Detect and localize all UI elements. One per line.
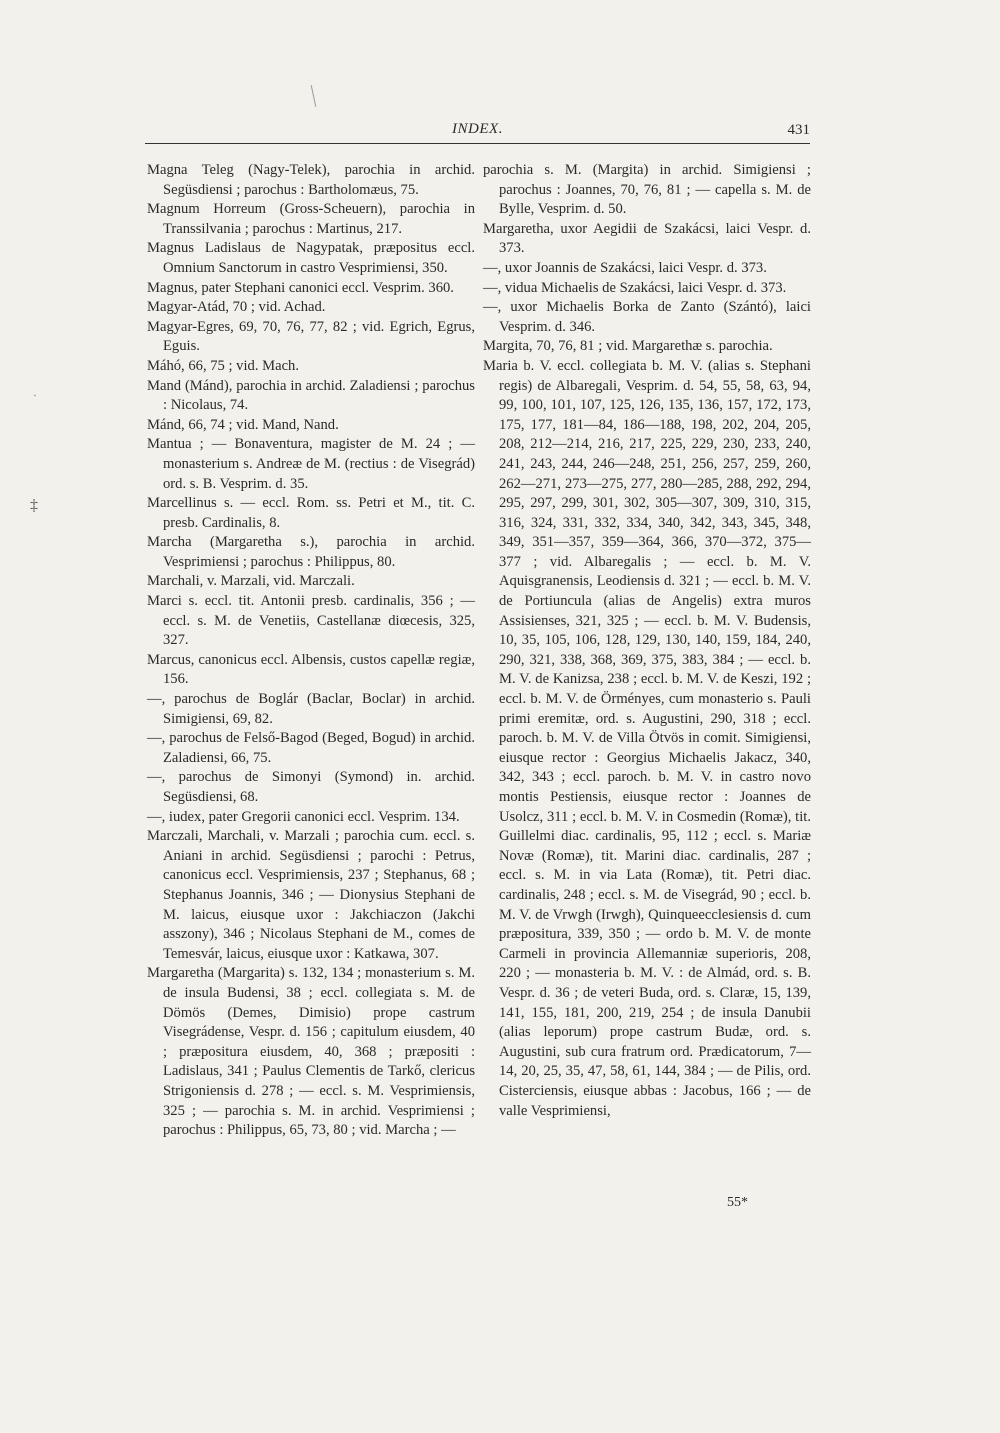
index-entry: Margaretha (Margarita) s. 132, 134 ; monasterium s. M. de insula Budensi, 38 ; eccl. collegiata s. M. de Dömös (Demes, Dimisio) prope castrum Visegrádense, Vespr. d. 156 ; capitulum eiusdem, 40 ; præpositura eiusdem, 40, 368 ; præpositi : Ladislaus, 341 ; Paulus Clementis de Tarkő, clericus Strigoniensis d. 278 ; — eccl. s. M. Vesprimiensis, 325 ; — parochia s. M. in archid. Vesprimiensi ; parochus : Philippus, 65, 73, 80 ; vid. Marcha ; — <box>147 965 475 1139</box>
page-number: 431 <box>787 122 810 138</box>
index-entry: Margita, 70, 76, 81 ; vid. Margarethæ s. parochia. <box>483 338 773 355</box>
index-entry: —, parochus de Simonyi (Symond) in. archid. Següsdiensi, 68. <box>147 769 475 805</box>
pencil-mark <box>311 85 317 107</box>
margin-mark: ‡ <box>30 497 38 514</box>
index-entry: Mánd, 66, 74 ; vid. Mand, Nand. <box>147 416 339 433</box>
index-entry: —, parochus de Felső-Bagod (Beged, Bogud) in archid. Zaladiensi, 66, 75. <box>147 730 475 766</box>
margin-mark: ` <box>33 392 37 406</box>
index-entry: —, uxor Joannis de Szakácsi, laici Vespr. d. 373. <box>483 259 767 276</box>
header-rule <box>145 143 810 144</box>
running-header <box>145 121 810 145</box>
index-entry: Margaretha, uxor Aegidii de Szakácsi, laici Vespr. d. 373. <box>483 220 811 257</box>
index-entry: —, uxor Michaelis Borka de Zanto (Szántó), laici Vesprim. d. 346. <box>483 299 811 335</box>
index-entry: Marcellinus s. — eccl. Rom. ss. Petri et M., tit. C. presb. Cardinalis, 8. <box>147 495 475 531</box>
index-entry: Marci s. eccl. tit. Antonii presb. cardinalis, 356 ; — eccl. s. M. de Venetiis, Castellanæ diœcesis, 325, 327. <box>147 593 475 649</box>
index-entry: Magyar-Egres, 69, 70, 76, 77, 82 ; vid. Egrich, Egrus, Eguis. <box>147 318 475 355</box>
index-entry: Maria b. V. eccl. collegiata b. M. V. (alias s. Stephani regis) de Albaregali, Vesprim. d. 54, 55, 58, 63, 94, 99, 100, 101, 107, 125, 126, 135, 136, 157, 172, 173, 175, 177, 181—84, 186—188, 198, 202, 204, 205, 208, 212—214, 216, 217, 225, 229, 230, 233, 240, 241, 243, 244, 246—248, 251, 256, 257, 259, 260, 262—271, 273—275, 277, 280—285, 288, 292, 294, 295, 297, 299, 301, 302, 305—307, 309, 310, 315, 316, 324, 331, 332, 334, 340, 342, 343, 345, 348, 349, 351—357, 359—364, 366, 370—372, 375—377 ; vid. Albaregalis ; — eccl. b. M. V. Aquisgranensis, Leodiensis d. 321 ; — eccl. b. M. V. de Portiuncula (alias de Angelis) extra muros Assisienses, 321, 325 ; — eccl. b. M. V. Budensis, 10, 35, 105, 106, 128, 129, 130, 140, 159, 184, 240, 290, 321, 338, 368, 369, 375, 383, 384 ; — eccl. b. M. V. de Kanizsa, 238 ; eccl. b. M. V. de Keszi, 192 ; eccl. b. M. V. de Örményes, cum monasterio s. Pauli primi eremitæ, ord. s. Augustini, 290, 318 ; eccl. paroch. b. M. V. de Villa Ötvös in comit. Simigiensi, eiusque rector : Georgius Michaelis Jakacz, 340, 342, 343 ; eccl. paroch. b. M. V. in castro novo montis Pestiensis, eiusque rector : Joannes de Usolcz, 311 ; eccl. b. M. V. in Cosmedin (Romæ), tit. Guillelmi diac. cardinalis, 95, 112 ; eccl. s. Mariæ Novæ (Romæ), tit. Marini diac. cardinalis, 287 ; eccl. s. M. in via Lata (Romæ), tit. Petri diac. cardinalis, 248 ; eccl. s. M. de Visegrád, 90 ; eccl. b. M. V. de Vrwgh (Irwgh), Quinqueecclesiensis d. cum præpositura, 339, 350 ; — ordo b. M. V. de monte Carmeli in provincia Allemanniæ superioris, 208, 220 ; — monasteria b. M. V. : de Almád, ord. s. B. Vespr. d. 36 ; de veteri Buda, ord. s. Claræ, 15, 139, 141, 155, 181, 200, 219, 254 ; de insula Danubii (alias leporum) prope castrum Budæ, ord. s. Augustini, sub cura fratrum ord. Prædicatorum, 7—14, 20, 25, 35, 47, 58, 61, 144, 384 ; — de Pilis, ord. Cisterciensis, eiusque abbas : Jacobus, 166 ; — de valle Vesprimiensi, <box>483 357 811 1119</box>
index-entry: —, iudex, pater Gregorii canonici eccl. Vesprim. 134. <box>147 808 460 825</box>
index-entry: Marchali, v. Marzali, vid. Marczali. <box>147 573 355 590</box>
index-entry: Magnum Horreum (Gross-Scheuern), parochia in Transsilvania ; parochus : Martinus, 217. <box>147 201 475 237</box>
right-column <box>483 161 811 1121</box>
index-entry: Magnus Ladislaus de Nagypatak, præpositus eccl. Omnium Sanctorum in castro Vesprimiensi, 350. <box>147 240 475 276</box>
index-entry: Mantua ; — Bonaventura, magister de M. 24 ; — monasterium s. Andreæ de M. (rectius : de Visegrád) ord. s. B. Vesprim. d. 35. <box>147 436 475 492</box>
signature-mark: 55* <box>727 1195 748 1210</box>
index-entry: Marcus, canonicus eccl. Albensis, custos capellæ regiæ, 156. <box>147 651 475 688</box>
index-entry: Mand (Mánd), parochia in archid. Zaladiensi ; parochus : Nicolaus, 74. <box>147 377 475 414</box>
index-entry: —, parochus de Boglár (Baclar, Boclar) in archid. Simigiensi, 69, 82. <box>147 691 475 727</box>
index-entry: Máhó, 66, 75 ; vid. Mach. <box>147 357 300 374</box>
index-entry: —, vidua Michaelis de Szakácsi, laici Vespr. d. 373. <box>483 279 787 296</box>
index-entry: Marcha (Margaretha s.), parochia in archid. Vesprimiensi ; parochus : Philippus, 80. <box>147 534 475 570</box>
index-entry: Magna Teleg (Nagy-Telek), parochia in archid. Següsdiensi ; parochus : Bartholomæus, 75. <box>147 162 475 198</box>
index-entry: Marczali, Marchali, v. Marzali ; parochia cum. eccl. s. Aniani in archid. Següsdiensi ; parochi : Petrus, canonicus eccl. Vesprimiensis, 237 ; Stephanus, 68 ; Stephanus Joannis, 346 ; — Dionysius Stephani de M. laicus, eiusque uxor : Jakchiaczon (Jakchi asszony), 346 ; Nicolaus Stephani de M., comes de Temesvár, laicus, eiusque uxor : Katkawa, 307. <box>147 828 475 962</box>
index-entry: Magnus, pater Stephani canonici eccl. Vesprim. 360. <box>147 279 454 296</box>
index-entry: parochia s. M. (Margita) in archid. Simigiensi ; parochus : Joannes, 70, 76, 81 ; — capella s. M. de Bylle, Vesprim. d. 50. <box>483 162 811 218</box>
header-title: INDEX. <box>452 121 503 137</box>
index-entry: Magyar-Atád, 70 ; vid. Achad. <box>147 299 326 316</box>
left-column <box>147 161 475 1141</box>
